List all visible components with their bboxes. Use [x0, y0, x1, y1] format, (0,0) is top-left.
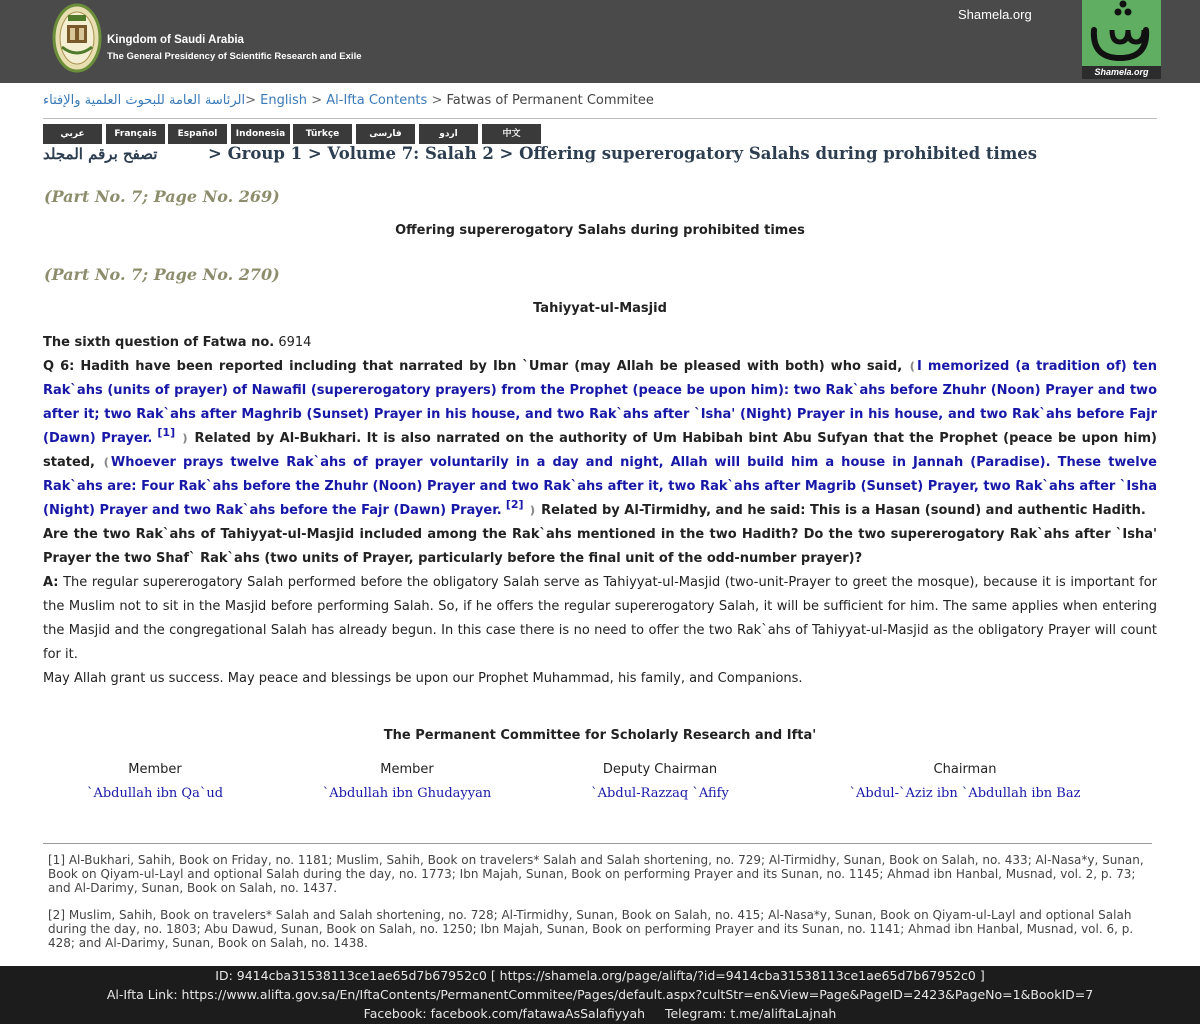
- lang-button-turkish[interactable]: Türkçe: [293, 124, 352, 144]
- answer-body: The regular supererogatory Salah performed before the obligatory Salah serve as Tahiyyat-ul-Masjid (two-unit-Prayer to greet the mosque), because it is important for the Muslim not to sit in the Masjid before performing Salah. So, if he offers the regular supererogatory Salah, it will be sufficient for him. The same applies when entering the Masjid and the congregational Salah has already begun. In this case there is no need to offer the two Rak`ahs of Tahiyyat-ul-Masjid as the obligatory Prayer will count for it.: [43, 575, 1157, 662]
- footnote-1: [1] Al-Bukhari, Sahih, Book on Friday, no. 1181; Muslim, Sahih, Book on travelers* Salah and Salah shortening, no. 729; Al-Tirmidhy, Sunan, Book on Salah, no. 433; Al-Nasa*y, Sunan, Book on Qiyam-ul-Layl and optional Salah during the day, no. 1773; Ibn Majah, Sunan, Book on performing Prayer and its Sunan, no. 1145; Ahmad ibn Hanbal, Musnad, vol. 2, p. 73; and Al-Darimy, Sunan, Book on Salah, no. 1437.: [48, 853, 1144, 895]
- footer-alifta-link[interactable]: Al-Ifta Link: https://www.alifta.gov.sa/En/IftaContents/PermanentCommitee/Pages/default.aspx?cultStr=en&View=Page&PageID=2423&PageNo=1&BookID=7: [106, 987, 1094, 1002]
- lang-button-arabic[interactable]: عربي: [43, 124, 102, 144]
- browse-by-volume-link[interactable]: تصفح برقم المجلد: [43, 145, 158, 163]
- hadith-close-bracket-icon: ❫: [527, 504, 537, 517]
- lang-button-persian[interactable]: فارسی: [356, 124, 415, 144]
- footnotes-divider: [43, 843, 1152, 844]
- signatory-role: Member: [380, 762, 434, 777]
- breadcrumb-home-ar[interactable]: الرئاسة العامة للبحوث العلمية والإفتاء: [43, 93, 246, 108]
- hadith-close-bracket-icon: ❫: [180, 432, 190, 445]
- footnote-ref-1[interactable]: [1]: [157, 426, 176, 439]
- answer-label: A:: [43, 575, 59, 590]
- closing-line: May Allah grant us success. May peace and blessings be upon our Prophet Muhammad, his family, and Companions.: [43, 671, 803, 686]
- fatwa-number: 6914: [278, 335, 312, 350]
- fatwa-heading: Offering supererogatory Salahs during prohibited times: [395, 223, 805, 238]
- fatwa-subheading: Tahiyyat-ul-Masjid: [533, 301, 667, 316]
- page-marker: (Part No. 7; Page No. 269): [44, 187, 280, 206]
- breadcrumb-english[interactable]: English: [260, 93, 308, 108]
- hadith-quote-1: I memorized (a tradition of) ten Rak`ahs (units of prayer) of Nawafil (supererogatory prayers) from the Prophet (peace be upon him): two Rak`ahs before Zhuhr (Noon) Prayer and two after it; two Rak`ahs after Maghrib (Sunset) Prayer in his house, and two Rak`ahs after `Isha' (Night) Prayer in his house, and two Rak`ahs before Fajr (Dawn) Prayer.: [43, 359, 1157, 446]
- lang-button-urdu[interactable]: اردو: [419, 124, 478, 144]
- question-block: [43, 331, 1157, 691]
- breadcrumb-sep: >: [431, 93, 443, 108]
- lang-button-indonesian[interactable]: Indonesia: [231, 124, 290, 144]
- volume-path[interactable]: > Group 1 > Volume 7: Salah 2 > Offering supererogatory Salahs during prohibited times: [208, 144, 1038, 163]
- question-prefix: Q 6: Hadith have been reported including that narrated by Ibn `Umar (may Allah be pleased with both) who said,: [43, 359, 903, 374]
- page-footer: [0, 966, 1200, 1024]
- lang-button-french[interactable]: Français: [106, 124, 165, 144]
- lang-button-spanish[interactable]: Español: [168, 124, 227, 144]
- site-title: [107, 34, 362, 62]
- signatory-name[interactable]: `Abdul-Razzaq `Afify: [591, 786, 729, 801]
- signatory-role: Chairman: [933, 762, 997, 777]
- shamela-logo[interactable]: [1082, 0, 1161, 79]
- question-mid: Related by Al-Bukhari. It is also narrated on the authority of Um Habibah bint Abu Sufyan that the Prophet (peace be upon him) stated,: [43, 431, 1157, 470]
- lang-button-chinese[interactable]: 中文: [482, 124, 541, 144]
- signatory-name[interactable]: `Abdullah ibn Qa`ud: [86, 786, 224, 801]
- footer-id-line[interactable]: ID: 9414cba31538113ce1ae65d7b67952c0 [ https://shamela.org/page/alifta/?id=9414cba31538113ce1ae65d7b67952c0 ]: [215, 968, 985, 983]
- volume-path-title: [43, 144, 1037, 163]
- signatory-name[interactable]: `Abdul-`Aziz ibn `Abdullah ibn Baz: [849, 786, 1081, 801]
- question-intro-label: The sixth question of Fatwa no.: [43, 335, 275, 350]
- answer-text: [43, 571, 1157, 667]
- question-followup: Are the two Rak`ahs of Tahiyyat-ul-Masjid included among the Rak`ahs mentioned in the two Hadith? Do the two supererogatory Rak`ahs after `Isha' Prayer the two Shaf` Rak`ahs (two units of Prayer, particularly before the final unit of the odd-number prayer)?: [43, 527, 1157, 566]
- signatory-role: Deputy Chairman: [602, 762, 718, 777]
- shamela-link[interactable]: Shamela.org: [958, 7, 1032, 22]
- committee-name: The Permanent Committee for Scholarly Research and Ifta': [383, 728, 817, 743]
- hadith-open-bracket-icon: ❪: [101, 456, 111, 469]
- site-title-line2: The General Presidency of Scientific Research and Exile: [107, 51, 362, 62]
- breadcrumb-alifta-contents[interactable]: Al-Ifta Contents: [326, 93, 428, 108]
- signatory-name[interactable]: `Abdullah ibn Ghudayyan: [322, 786, 492, 801]
- shamela-logo-icon: [1082, 0, 1161, 66]
- shamela-logo-caption: Shamela.org: [1082, 66, 1161, 79]
- site-title-line1: Kingdom of Saudi Arabia: [107, 34, 244, 46]
- question-text: [43, 355, 1157, 523]
- presidency-emblem-icon[interactable]: [52, 3, 102, 73]
- breadcrumb-sep: >: [245, 93, 256, 108]
- breadcrumb: [43, 93, 654, 108]
- question-end: Related by Al-Tirmidhy, and he said: This is a Hasan (sound) and authentic Hadith.: [541, 503, 1146, 518]
- footnote-2: [2] Muslim, Sahih, Book on travelers* Salah and Salah shortening, no. 728; Al-Tirmidhy, Sunan, Book on Salah, no. 415; Al-Nasa*y, Sunan, Book on Qiyam-ul-Layl and optional Salah during the day, no. 1803; Abu Dawud, Sunan, Book on Salah, no. 1250; Ibn Majah, Sunan, Book on performing Prayer and its Sunan, no. 1141; Ahmad ibn Hanbal, Musnad, vol. 6, p. 428; and Al-Darimy, Sunan, Book on Salah, no. 1438.: [48, 908, 1134, 950]
- footer-social-line[interactable]: Facebook: facebook.com/fatawaAsSalafiyyah Telegram: t.me/aliftaLajnah: [363, 1006, 837, 1021]
- breadcrumb-sep: >: [311, 93, 323, 108]
- hadith-quote-2: Whoever prays twelve Rak`ahs of prayer voluntarily in a day and night, Allah will build him a house in Jannah (Paradise). These twelve Rak`ahs are: Four Rak`ahs before the Zhuhr (Noon) Prayer and two Rak`ahs after it, two Rak`ahs after Magrib (Sunset) Prayer, two Rak`ahs after `Isha (Night) Prayer and two Rak`ahs before the Fajr (Dawn) Prayer.: [43, 455, 1157, 518]
- hadith-open-bracket-icon: ❪: [907, 360, 918, 373]
- footnote-ref-2[interactable]: [2]: [505, 498, 524, 511]
- question-intro: [43, 331, 1157, 355]
- site-header: [0, 0, 1200, 83]
- signatory-role: Member: [128, 762, 182, 777]
- page-marker: (Part No. 7; Page No. 270): [44, 265, 280, 284]
- breadcrumb-current: Fatwas of Permanent Commitee: [446, 93, 654, 108]
- divider: [43, 118, 1157, 119]
